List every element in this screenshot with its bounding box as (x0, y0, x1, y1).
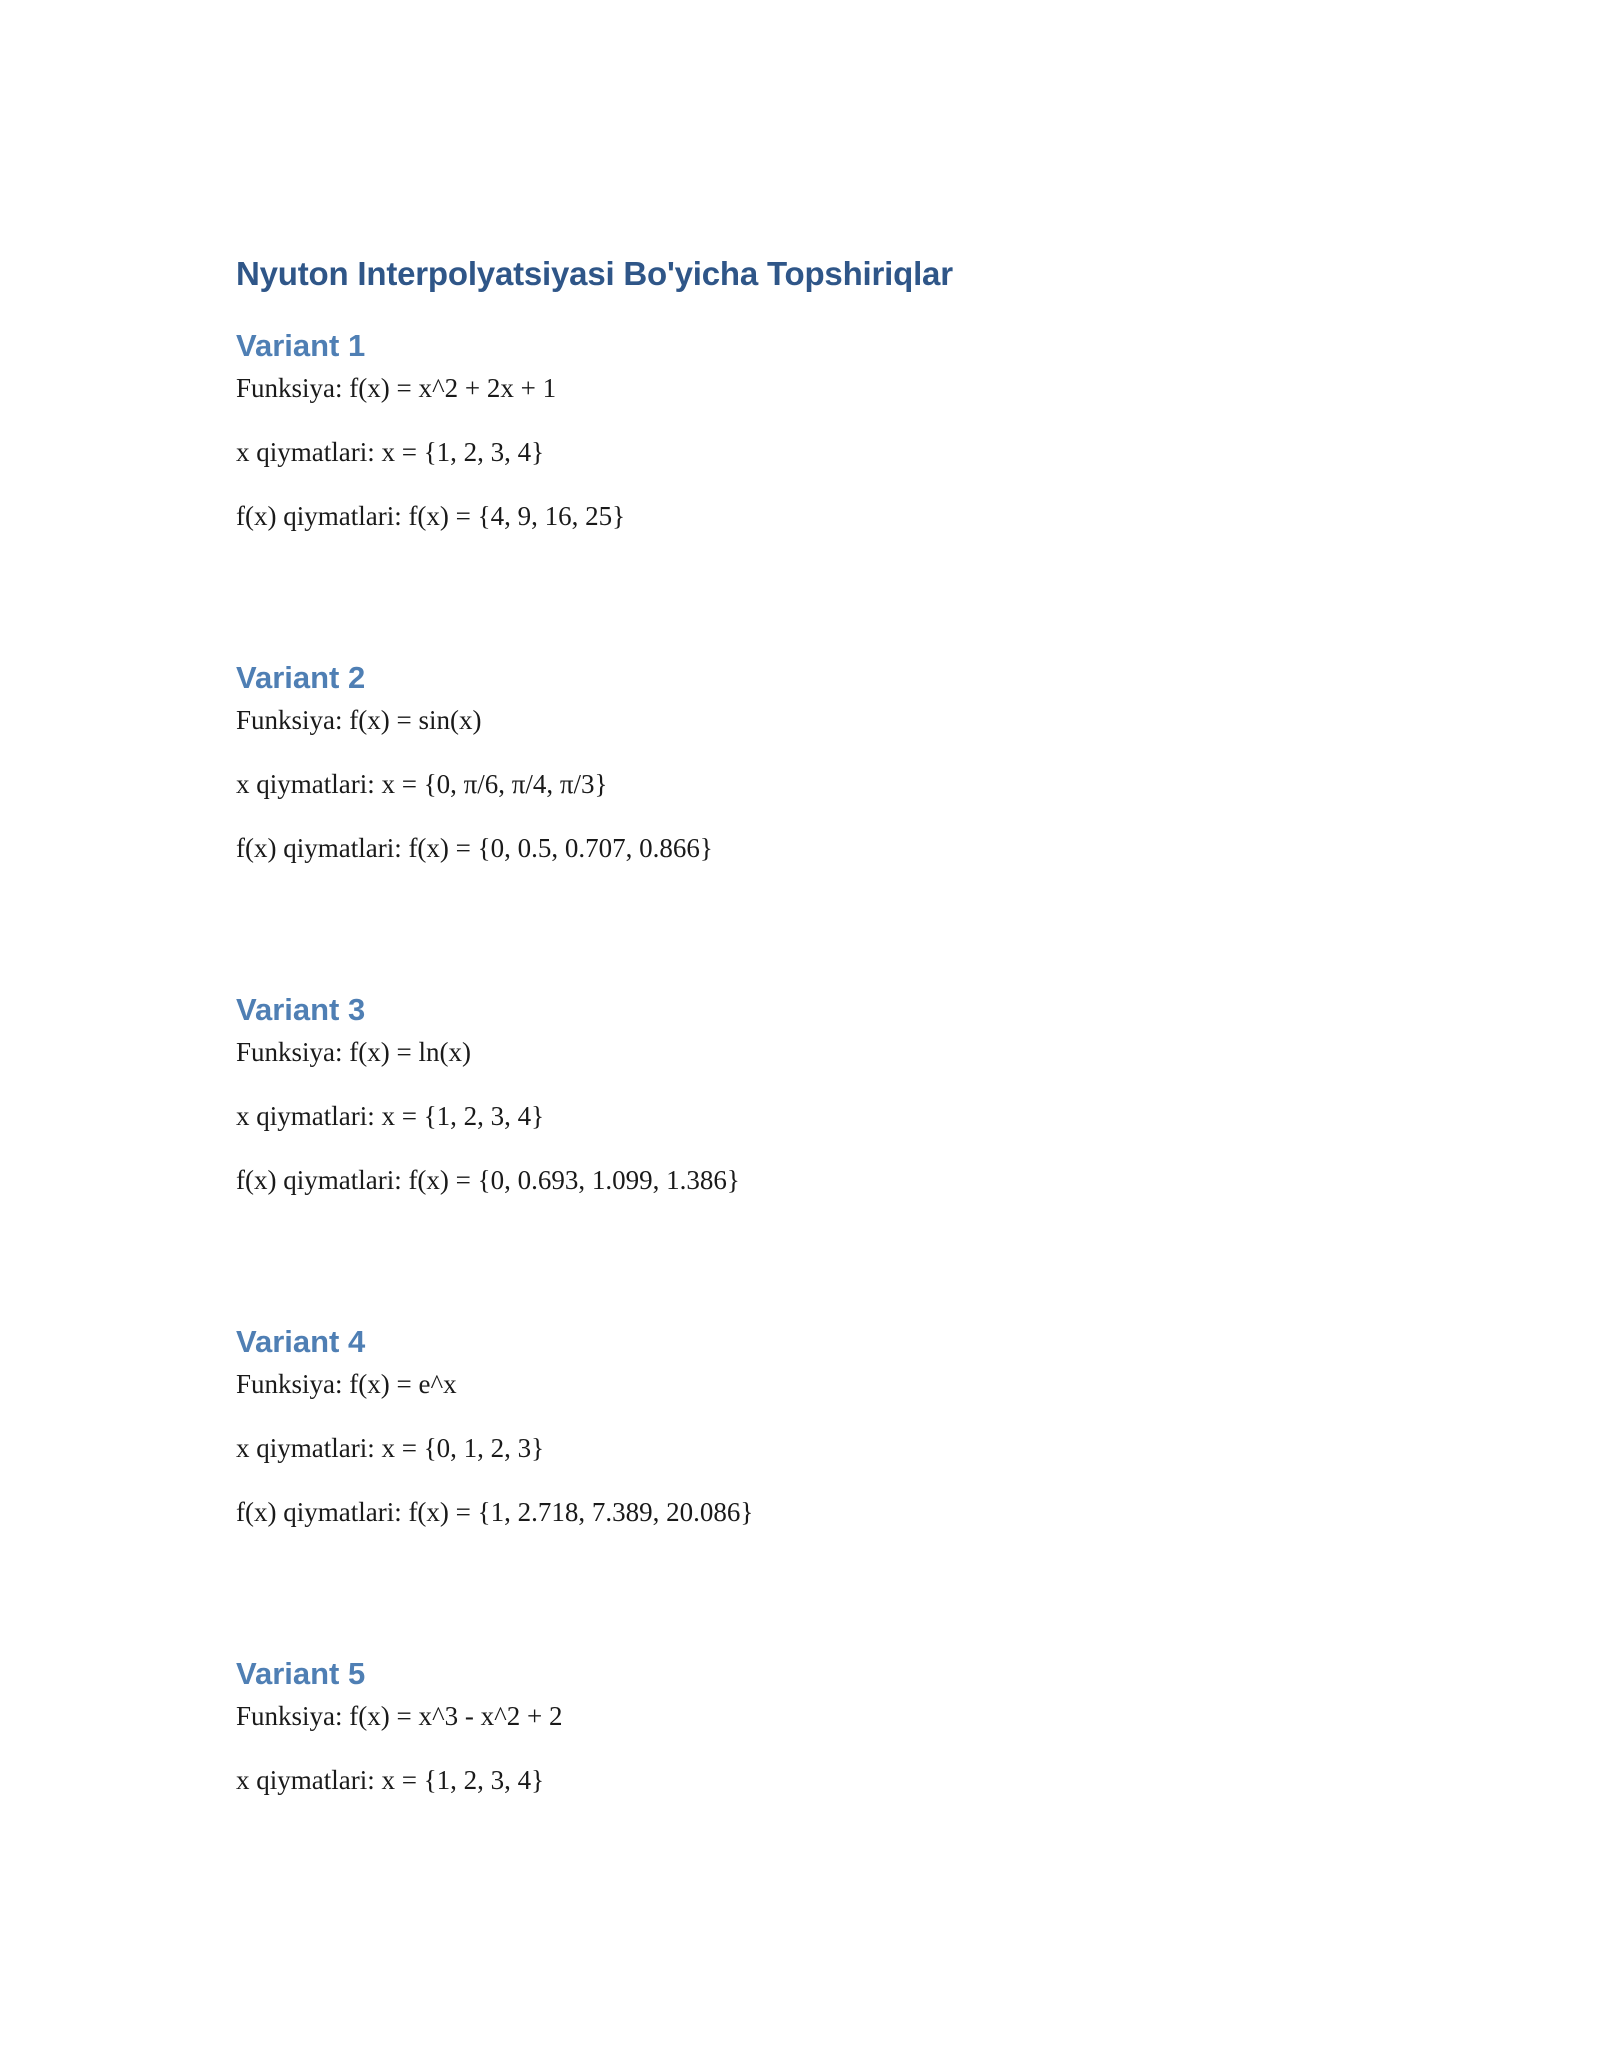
x-values-line: x qiymatlari: x = {1, 2, 3, 4} (236, 1765, 545, 1795)
variant-2-section (236, 658, 1366, 868)
fx-values-line: f(x) qiymatlari: f(x) = {4, 9, 16, 25} (236, 501, 626, 531)
variant-heading: Variant 4 (236, 1324, 366, 1359)
fx-values-line: f(x) qiymatlari: f(x) = {0, 0.5, 0.707, 0.866} (236, 833, 713, 863)
function-line: Funksiya: f(x) = x^2 + 2x + 1 (236, 373, 557, 403)
variant-heading: Variant 3 (236, 992, 366, 1027)
function-line: Funksiya: f(x) = sin(x) (236, 705, 482, 735)
variant-heading: Variant 2 (236, 660, 366, 695)
function-line: Funksiya: f(x) = e^x (236, 1369, 457, 1399)
variant-1-section (236, 326, 1366, 536)
variant-3-section (236, 990, 1366, 1200)
fx-values-line: f(x) qiymatlari: f(x) = {1, 2.718, 7.389, 20.086} (236, 1497, 754, 1527)
x-values-line: x qiymatlari: x = {0, π/6, π/4, π/3} (236, 769, 608, 799)
function-line: Funksiya: f(x) = ln(x) (236, 1037, 471, 1067)
x-values-line: x qiymatlari: x = {0, 1, 2, 3} (236, 1433, 545, 1463)
variant-heading: Variant 5 (236, 1656, 366, 1691)
document-title: Nyuton Interpolyatsiyasi Bo'yicha Topshiriqlar (236, 255, 953, 292)
function-line: Funksiya: f(x) = x^3 - x^2 + 2 (236, 1701, 563, 1731)
fx-values-line: f(x) qiymatlari: f(x) = {0, 0.693, 1.099, 1.386} (236, 1165, 740, 1195)
x-values-line: x qiymatlari: x = {1, 2, 3, 4} (236, 437, 545, 467)
variant-heading: Variant 1 (236, 328, 366, 363)
document-content (236, 252, 1366, 1800)
variant-5-section (236, 1654, 1366, 1800)
x-values-line: x qiymatlari: x = {1, 2, 3, 4} (236, 1101, 545, 1131)
variant-4-section (236, 1322, 1366, 1532)
